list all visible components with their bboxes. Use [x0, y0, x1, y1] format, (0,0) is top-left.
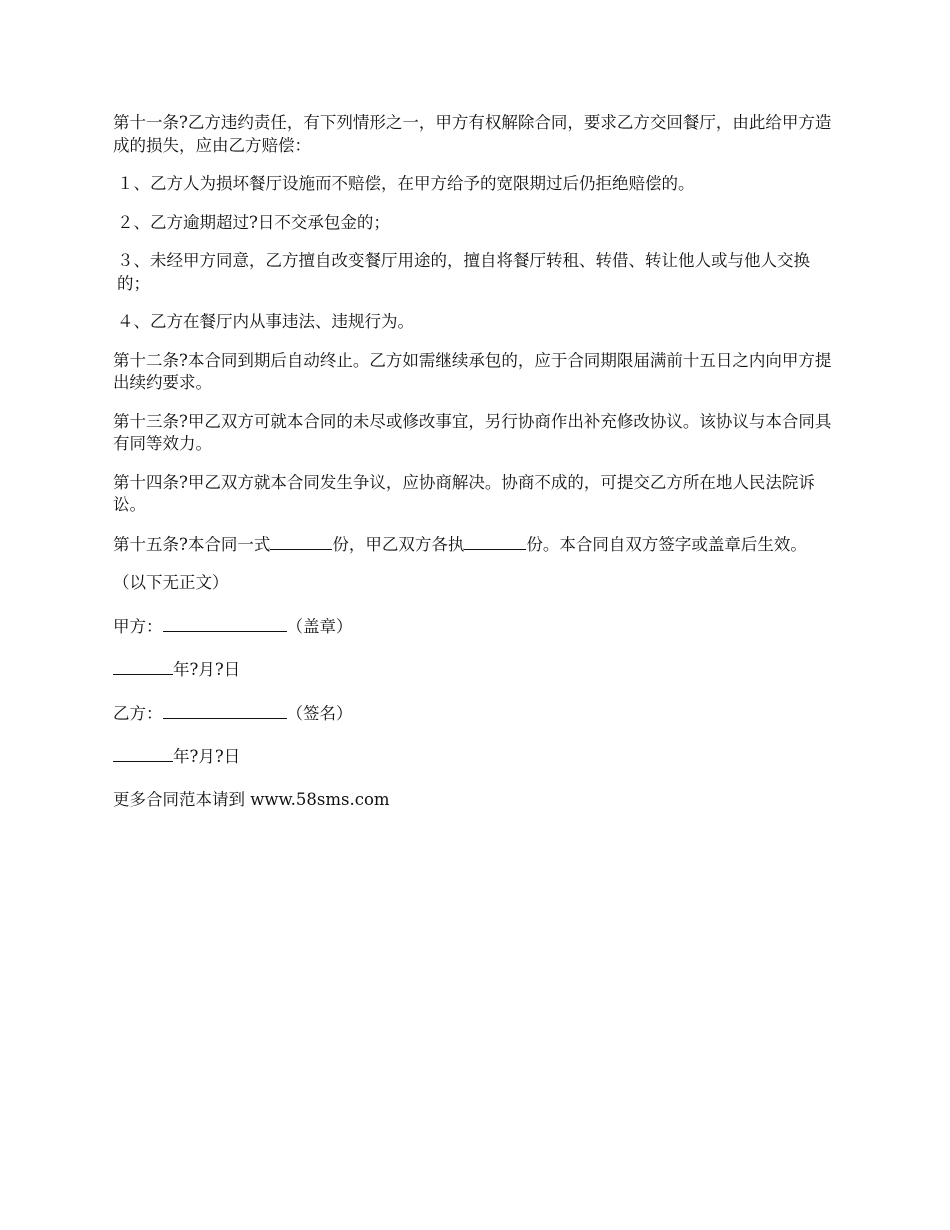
party-a-signature-line [113, 615, 833, 639]
party-a-date-line [113, 658, 833, 682]
clause-11-item-2: ２、乙方逾期超过?日不交承包金的； [117, 212, 390, 232]
party-b-date-text: 年?月?日 [173, 747, 241, 766]
party-a-seal-note: （盖章） [286, 616, 353, 636]
clause-15-part-1: 第十五条?本合同一式 [113, 534, 271, 554]
party-b-sign-note: （签名） [286, 703, 353, 723]
clause-15-part-2: 份，甲乙双方各执 [332, 534, 465, 554]
party-b-signature-blank[interactable] [163, 702, 287, 719]
clause-11-item-3: ３、未经甲方同意，乙方擅自改变餐厅用途的，擅自将餐厅转租、转借、转让他人或与他人交换的； [117, 251, 810, 293]
clause-11-item-4: ４、乙方在餐厅内从事违法、违规行为。 [117, 312, 414, 331]
footer-link-text: 更多合同范本请到 www.58sms.com [113, 789, 390, 809]
party-a-date-text: 年?月?日 [173, 660, 241, 679]
party-a-signature-blank[interactable] [163, 615, 287, 632]
clause-11: 第十一条?乙方违约责任，有下列情形之一，甲方有权解除合同，要求乙方交回餐厅，由此给甲方造成的损失，应由乙方赔偿： [113, 113, 832, 155]
party-a-label: 甲方： [113, 616, 163, 636]
party-b-date-line [113, 745, 833, 769]
no-more-text-note: （以下无正文） [113, 573, 229, 592]
copies-each-blank[interactable] [464, 533, 526, 550]
party-b-signature-line [113, 702, 833, 726]
clause-15-part-3: 份。本合同自双方签字或盖章后生效。 [526, 534, 807, 554]
clause-14: 第十四条?甲乙双方就本合同发生争议，应协商解决。协商不成的，可提交乙方所在地人民法院诉讼。 [113, 472, 815, 514]
clause-11-item-1: １、乙方人为损坏餐厅设施而不赔偿，在甲方给予的宽限期过后仍拒绝赔偿的。 [117, 174, 695, 193]
clause-12: 第十二条?本合同到期后自动终止。乙方如需继续承包的，应于合同期限届满前十五日之内向甲方提出续约要求。 [113, 350, 832, 392]
party-a-year-blank[interactable] [113, 658, 173, 675]
party-b-label: 乙方： [113, 703, 163, 723]
copies-total-blank[interactable] [270, 533, 332, 550]
party-b-year-blank[interactable] [113, 745, 173, 762]
clause-15 [113, 533, 833, 557]
contract-page [113, 112, 833, 827]
clause-13: 第十三条?甲乙双方可就本合同的未尽或修改事宜，另行协商作出补充修改协议。该协议与本合同具有同等效力。 [113, 411, 832, 453]
